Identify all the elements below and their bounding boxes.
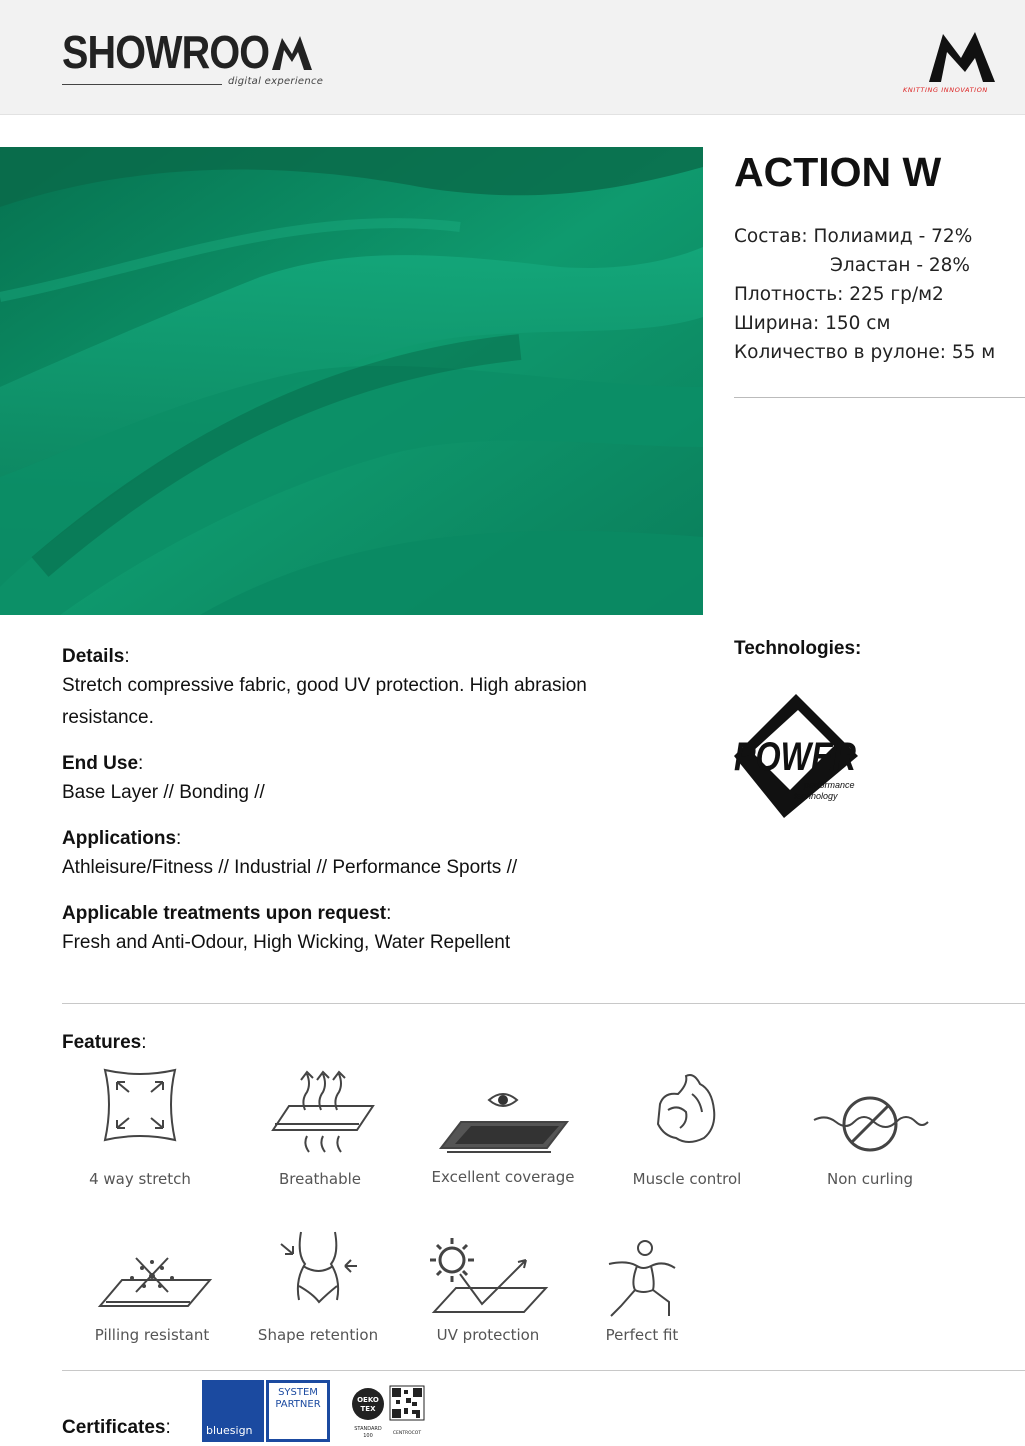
end-use-colon: : [138, 753, 144, 774]
uv-icon [428, 1232, 548, 1318]
muscle-icon [642, 1064, 732, 1154]
certificates-colon: : [165, 1417, 171, 1438]
feature-label: Shape retention [257, 1326, 379, 1344]
product-specs [734, 148, 1024, 367]
feature-label: 4 way stretch [89, 1170, 191, 1188]
details-colon: : [124, 646, 130, 667]
spec-roll-quantity: Количество в рулоне: 55 м [734, 342, 996, 363]
oeko-100: 100 [363, 1433, 373, 1439]
system-partner-badge[interactable] [266, 1380, 330, 1442]
technologies-title: Technologies: [734, 638, 862, 659]
power-sub-1: performance [804, 780, 855, 790]
treatments-colon: : [386, 903, 392, 924]
knitting-m-logo-icon [903, 30, 1023, 86]
page-header [0, 0, 1025, 115]
feature-non-curling [780, 1064, 960, 1204]
feature-uv-protection [398, 1232, 578, 1372]
technologies-section [734, 638, 862, 801]
feature-label: Non curling [827, 1170, 913, 1188]
knitting-innovation-logo[interactable] [903, 30, 1023, 96]
coverage-icon [433, 1064, 573, 1164]
centrocot-label: CENTROCOT [392, 1431, 422, 1436]
feature-shape-retention [228, 1224, 408, 1364]
bluesign-label: bluesign [206, 1424, 253, 1437]
power-technology-icon [734, 690, 864, 820]
oeko-line-1: OEKO [357, 1396, 379, 1404]
section-divider-2 [62, 1370, 1025, 1371]
system-partner-line-2: PARTNER [275, 1399, 321, 1410]
feature-label: UV protection [436, 1326, 540, 1344]
end-use-label: End Use [62, 753, 139, 774]
features-label: Features [62, 1032, 142, 1053]
feature-breathable [230, 1064, 410, 1204]
oeko-standard: STANDARD [354, 1426, 382, 1432]
stretch-icon [95, 1064, 185, 1148]
bluesign-badge[interactable] [202, 1380, 264, 1442]
applications-label: Applications [62, 828, 177, 849]
spec-composition-2: Эластан - 28% [830, 255, 971, 276]
features-title [62, 1032, 146, 1054]
feature-4-way-stretch [50, 1064, 230, 1204]
breathable-icon [255, 1064, 385, 1164]
oeko-tex-badge-icon[interactable] [350, 1384, 426, 1440]
feature-label: Excellent coverage [431, 1168, 575, 1186]
treatments-label: Applicable treatments upon request [62, 903, 387, 924]
feature-label: Breathable [278, 1170, 362, 1188]
details-text: Stretch compressive fabric, good UV protection. High abrasion resistance. [62, 675, 587, 728]
qr-code-icon [390, 1386, 424, 1420]
treatments-text: Fresh and Anti-Odour, High Wicking, Water Repellent [62, 932, 511, 953]
shape-icon [273, 1224, 363, 1314]
section-divider-1 [62, 1003, 1025, 1004]
feature-label: Muscle control [632, 1170, 742, 1188]
pilling-icon [92, 1232, 212, 1316]
end-use-text: Base Layer // Bonding // [62, 782, 265, 803]
system-partner-line-1: SYSTEM [278, 1387, 318, 1398]
power-word: POWER [734, 735, 857, 779]
non-curling-icon [810, 1064, 930, 1154]
brand-subtitle: digital experience [228, 76, 324, 87]
spec-list [734, 222, 1024, 367]
brand-underline [62, 84, 222, 85]
feature-excellent-coverage [413, 1064, 593, 1204]
details-label: Details [62, 646, 125, 667]
fabric-drape-image [0, 147, 703, 615]
feature-label: Pilling resistant [94, 1326, 210, 1344]
power-sub-2: technology [794, 791, 838, 801]
spec-composition: Состав: Полиамид - 72% [734, 226, 973, 247]
feature-label: Perfect fit [605, 1326, 679, 1344]
fabric-photo [0, 147, 703, 615]
applications-text: Athleisure/Fitness // Industrial // Performance Sports // [62, 857, 518, 878]
feature-perfect-fit [552, 1236, 732, 1376]
feature-muscle-control [597, 1064, 777, 1204]
oeko-line-2: TEX [360, 1405, 376, 1413]
spec-width: Ширина: 150 см [734, 313, 891, 334]
applications-colon: : [176, 828, 182, 849]
feature-pilling-resistant [62, 1232, 242, 1372]
certificates-title [62, 1417, 171, 1439]
applications-block [62, 826, 662, 884]
brand-name: SHOWROO [62, 26, 270, 78]
brand-m-mark-icon [270, 32, 314, 72]
end-use-block [62, 751, 662, 809]
spec-density: Плотность: 225 гр/м2 [734, 284, 944, 305]
logo-tagline: KNITTING INNOVATION [903, 86, 988, 94]
showroom-logo[interactable] [62, 26, 324, 87]
spec-divider [734, 397, 1025, 398]
fit-icon [597, 1236, 687, 1322]
product-title: ACTION W [734, 149, 942, 195]
features-colon: : [141, 1032, 147, 1053]
details-block [62, 644, 662, 734]
treatments-block [62, 901, 662, 959]
certificates-label: Certificates [62, 1417, 166, 1438]
details-section [62, 644, 662, 976]
